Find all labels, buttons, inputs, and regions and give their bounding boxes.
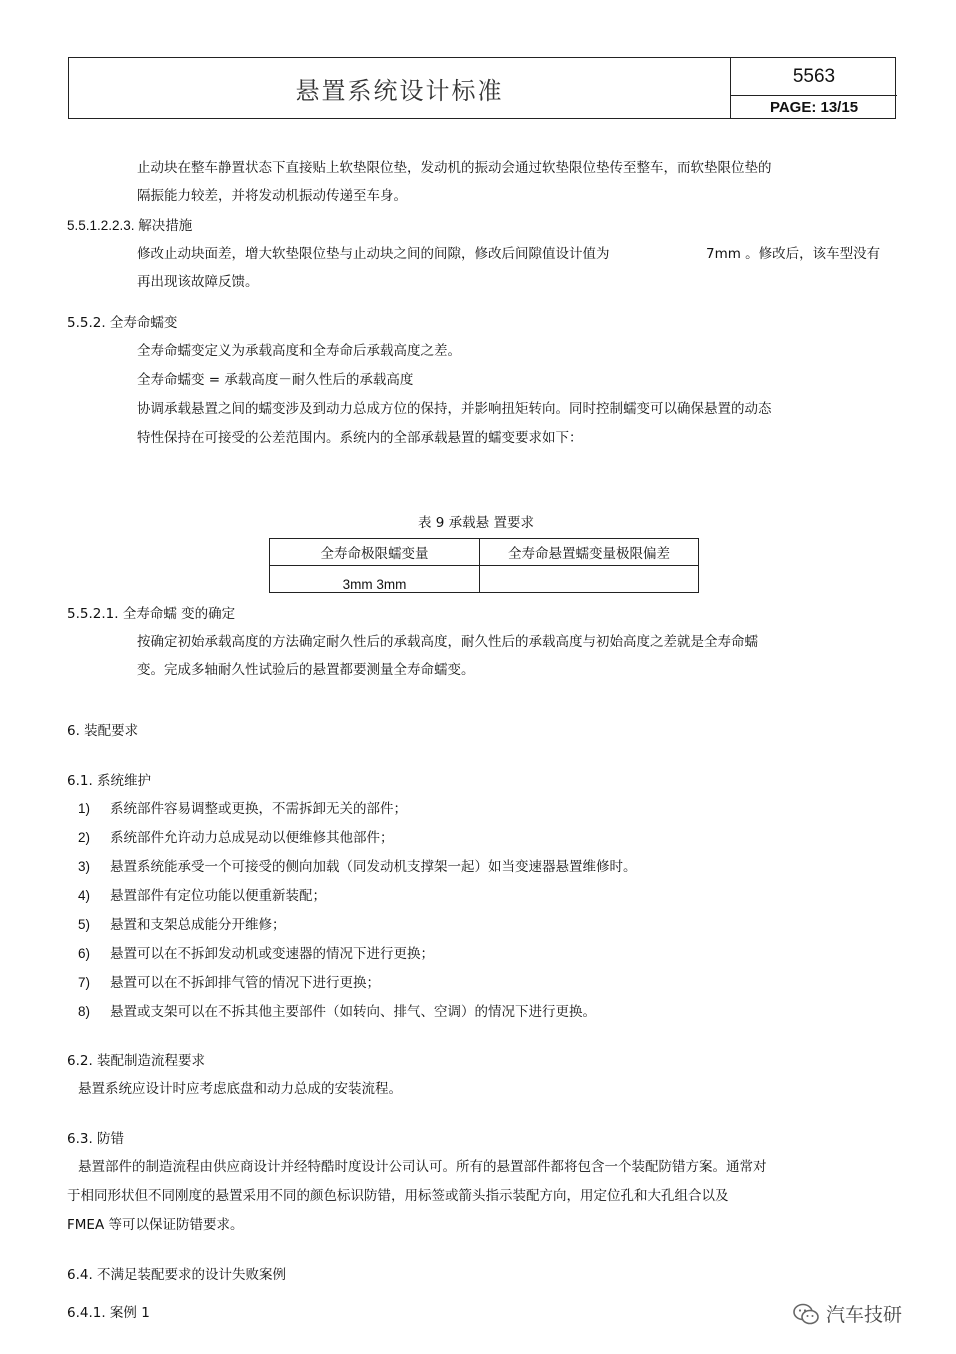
paragraph-line: 全寿命蠕变定义为承载高度和全寿命后承载高度之差。 — [137, 343, 461, 359]
paragraph-line: FMEA 等可以保证防错要求。 — [67, 1217, 244, 1233]
table-header-row — [270, 539, 699, 566]
watermark-text: 汽车技研 — [826, 1304, 903, 1326]
paragraph-line: 悬置部件的制造流程由供应商设计并经特酷时度设计公司认可。所有的悬置部件都将包含一个装配防错方案。通常对 — [78, 1159, 767, 1175]
list-item: 悬置部件有定位功能以便重新装配； — [110, 888, 326, 904]
section-heading-6-1: 6.1. 系统维护 — [67, 773, 152, 789]
table-caption: 表 9 承载悬 置要求 — [418, 515, 534, 531]
list-item-number: 3) — [78, 859, 91, 874]
requirements-table — [269, 538, 699, 593]
section-heading-5-5-2-1: 5.5.2.1. 全寿命蠕 变的确定 — [67, 606, 236, 622]
document-number: 5563 — [731, 58, 897, 96]
list-item: 悬置可以在不拆卸发动机或变速器的情况下进行更换； — [110, 946, 434, 962]
paragraph-line: 于相同形状但不同刚度的悬置采用不同的颜色标识防错，用标签或箭头指示装配方向，用定位孔和大孔组合以及 — [67, 1188, 729, 1204]
list-item-number: 6) — [78, 946, 91, 961]
list-item-number: 2) — [78, 830, 91, 845]
list-item-number: 8) — [78, 1004, 91, 1019]
list-item-number: 1) — [78, 801, 91, 816]
list-item: 悬置系统能承受一个可接受的侧向加载（同发动机支撑架一起）如当变速器悬置维修时。 — [110, 859, 637, 875]
list-item: 系统部件允许动力总成晃动以便维修其他部件； — [110, 830, 394, 846]
list-item-number: 4) — [78, 888, 91, 903]
table-header-cell: 全寿命悬置蠕变量极限偏差 — [480, 539, 699, 566]
intro-line-2: 隔振能力较差，并将发动机振动传递至车身。 — [137, 188, 407, 204]
list-item-number: 7) — [78, 975, 91, 990]
section-heading-5-5-2: 5.5.2. 全寿命蠕变 — [67, 315, 178, 331]
document-header — [68, 57, 896, 119]
paragraph-line: 按确定初始承载高度的方法确定耐久性后的承载高度，耐久性后的承载高度与初始高度之差就是全寿命蠕 — [137, 634, 758, 650]
section-heading-5-5-1-2-2-3: 5.5.1.2.2.3. 解决措施 — [67, 218, 193, 233]
intro-line-1: 止动块在整车静置状态下直接贴上软垫限位垫，发动机的振动会通过软垫限位垫传至整车，而软垫限位垫的 — [137, 160, 772, 176]
section-heading-6-4: 6.4. 不满足装配要求的设计失败案例 — [67, 1267, 287, 1283]
paragraph-line: 变。完成多轴耐久性试验后的悬置都要测量全寿命蠕变。 — [137, 662, 475, 678]
list-item-number: 5) — [78, 917, 91, 932]
section-heading-6-3: 6.3. 防错 — [67, 1131, 125, 1147]
page-number: PAGE: 13/15 — [769, 98, 859, 116]
list-item: 悬置或支架可以在不拆其他主要部件（如转向、排气、空调）的情况下进行更换。 — [110, 1004, 596, 1020]
section-heading-6: 6. 装配要求 — [67, 723, 139, 739]
table-cell: 3mm 3mm — [270, 566, 480, 593]
section-heading-6-4-1: 6.4.1. 案例 1 — [67, 1305, 150, 1321]
list-item: 系统部件容易调整或更换，不需拆卸无关的部件； — [110, 801, 407, 817]
paragraph-line: 特性保持在可接受的公差范围内。系统内的全部承载悬置的蠕变要求如下： — [137, 430, 583, 446]
table-cell — [480, 566, 699, 593]
list-item: 悬置可以在不拆卸排气管的情况下进行更换； — [110, 975, 380, 991]
paragraph-line: 再出现该故障反馈。 — [137, 274, 259, 290]
paragraph-line: 修改止动块面差，增大软垫限位垫与止动块之间的间隙，修改后间隙值设计值为 — [137, 246, 610, 262]
section-heading-6-2: 6.2. 装配制造流程要求 — [67, 1053, 206, 1069]
watermark — [792, 1300, 902, 1327]
paragraph-line: 悬置系统应设计时应考虑底盘和动力总成的安装流程。 — [78, 1081, 402, 1097]
paragraph-line-end: 7mm 。修改后，该车型没有 — [706, 246, 881, 262]
table-row — [270, 566, 699, 593]
list-item: 悬置和支架总成能分开维修； — [110, 917, 286, 933]
document-title: 悬置系统设计标准 — [69, 58, 731, 118]
formula-line: 全寿命蠕变 = 承载高度－耐久性后的承载高度 — [137, 372, 414, 388]
table-header-cell: 全寿命极限蠕变量 — [270, 539, 480, 566]
wechat-icon — [792, 1302, 820, 1326]
paragraph-line: 协调承载悬置之间的蠕变涉及到动力总成方位的保持，并影响扭矩转向。同时控制蠕变可以确保悬置的动态 — [137, 401, 772, 417]
